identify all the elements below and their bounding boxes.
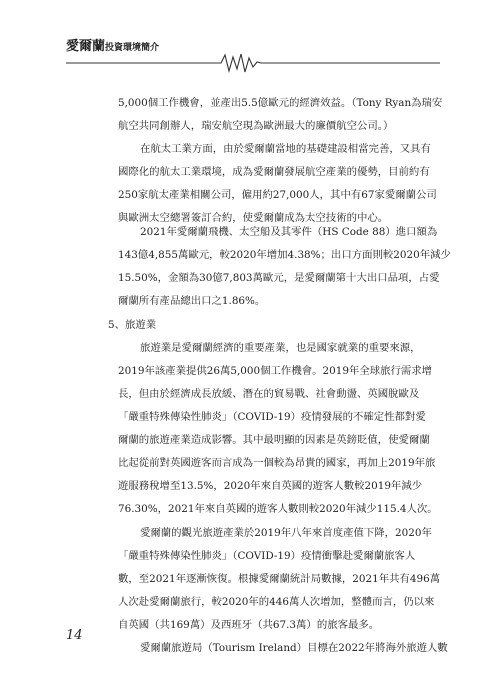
header-title-main: 愛爾蘭: [66, 39, 106, 54]
text-line: 在航太工業方面，由於愛爾蘭當地的基礎建設相當完善，又具有: [140, 143, 431, 155]
text-line: 2019年該產業提供26萬5,000個工作機會。2019年全球旅行需求增: [118, 365, 433, 377]
section-heading: [108, 316, 156, 331]
text-line: 旅遊業是愛爾蘭經濟的重要產業，也是國家就業的重要來源，: [140, 342, 421, 354]
header-heartbeat-line: [66, 51, 440, 75]
text-line: 「嚴重特殊傳染性肺炎」（COVID-19）疫情衝擊赴愛爾蘭旅客人: [118, 550, 416, 562]
text-line: 愛爾蘭旅遊局（Tourism Ireland）目標在2022年將海外旅遊人數: [140, 642, 448, 654]
page-number: 14: [66, 628, 83, 643]
section-number: 5、: [108, 319, 126, 331]
text-line: 爾蘭所有產品總出口之1.86%。: [118, 295, 266, 307]
text-line: 250家航太產業相關公司，僱用約27,000人，其中有67家愛爾蘭公司: [118, 189, 437, 201]
text-line: 76.30%，2021年來自英國的遊客人數則較2020年減少115.4人次。: [118, 503, 438, 515]
text-line: 比起從前對英國遊客而言成為一個較為昂貴的國家，再加上2019年旅: [118, 457, 436, 469]
text-line: 數，至2021年逐漸恢復。根據愛爾蘭統計局數據，2021年共有496萬: [118, 573, 441, 585]
text-line: 143億4,855萬歐元，較2020年增加4.38%；出口方面則較2020年減少: [118, 249, 451, 261]
text-line: 5,000個工作機會，並產出5.5億歐元的經濟效益。（Tony Ryan為瑞安: [118, 97, 443, 109]
text-line: 爾蘭的旅遊產業造成影響。其中最明顯的因素是英鎊貶值，使愛爾蘭: [118, 434, 430, 446]
text-line: 自英國（共169萬）及西班牙（共67.3萬）的旅客最多。: [118, 619, 380, 631]
text-line: 國際化的航太工業環境，成為愛爾蘭發展航空產業的優勢，目前約有: [118, 166, 430, 178]
text-line: 15.50%，金額為30億7,803萬歐元，是愛爾蘭第十大出口品項，占愛: [118, 272, 440, 284]
text-line: 2021年愛爾蘭飛機、太空船及其零件（HS Code 88）進口額為: [140, 226, 438, 238]
text-line: 人次赴愛爾蘭旅行，較2020年的446萬人次增加，整體而言，仍以來: [118, 596, 435, 608]
section-title: 旅遊業: [125, 319, 157, 331]
text-line: 與歐洲太空總署簽訂合約，使愛爾蘭成為太空技術的中心。: [118, 212, 389, 224]
text-line: 長，但由於經濟成長放緩、潛在的貿易戰、社會動盪、英國脫歐及: [118, 388, 420, 400]
text-line: 航空共同創辦人，瑞安航空現為歐洲最大的廉價航空公司。）: [118, 120, 394, 132]
header-title-sub: 投資環境簡介: [105, 43, 160, 53]
text-line: 遊服務稅增至13.5%，2020年來自英國的遊客人數較2019年減少: [118, 480, 423, 492]
text-line: 愛爾蘭的觀光旅遊產業於2019年八年來首度產值下降，2020年: [140, 527, 432, 539]
text-line: 「嚴重特殊傳染性肺炎」（COVID-19）疫情發展的不確定性都對愛: [118, 411, 426, 423]
